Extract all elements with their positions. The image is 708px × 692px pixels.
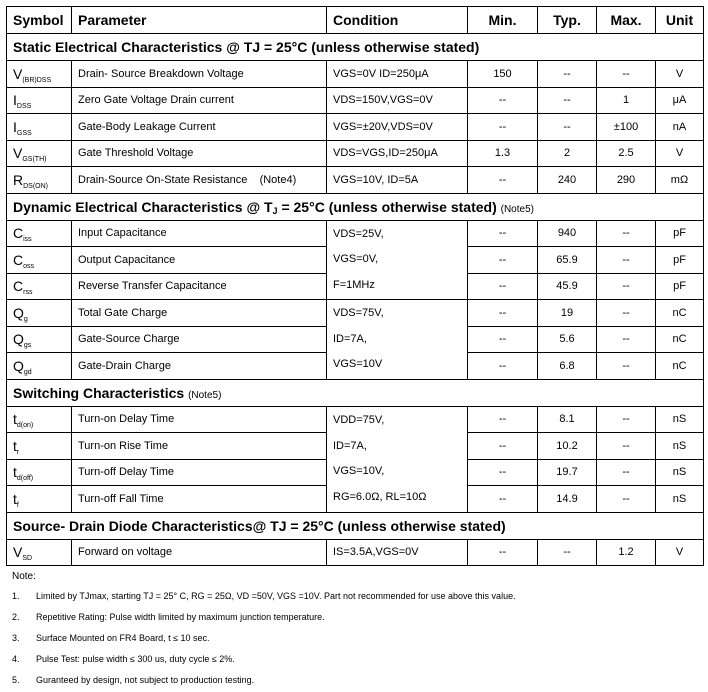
min-cell: -- <box>468 87 538 114</box>
typ-cell: 6.8 <box>538 353 597 380</box>
typ-cell: 10.2 <box>538 433 597 460</box>
max-cell: -- <box>597 326 656 353</box>
condition-cell: VDS=75V, ID=7A, VGS=10V <box>327 300 468 380</box>
table-row <box>7 220 704 247</box>
condition-cell: VGS=10V, ID=5A <box>327 167 468 194</box>
parameter-cell: Zero Gate Voltage Drain current <box>72 87 327 114</box>
section-title: Static Electrical Characteristics @ TJ = 25°C (unless otherwise stated) <box>7 34 704 61</box>
unit-cell: nS <box>656 406 704 433</box>
typ-cell: -- <box>538 539 597 566</box>
header-unit: Unit <box>656 7 704 34</box>
condition-cell: VDS=150V,VGS=0V <box>327 87 468 114</box>
symbol-cell: $C_{rss}$ <box>7 273 72 300</box>
symbol-cell: $V_{GS(TH)}$ <box>7 140 72 167</box>
electrical-characteristics-table <box>6 6 704 566</box>
table-row <box>7 61 704 88</box>
typ-cell: -- <box>538 114 597 141</box>
parameter-cell: Drain-Source On-State Resistance (Note4) <box>72 167 327 194</box>
section-note: (Note5) <box>188 389 222 401</box>
notes-section: Note: 1. Limited by TJmax, starting TJ = 25° C, RG = 25Ω, VD =50V, VGS =10V. Part not recommended for use above this value. 2. Repetitive Rating: Pulse width limited by maximum junction temperature. 3. Surface Mounted on FR4 Board, t ≤ 10 sec. 4. Pulse Test: pulse width ≤ 300 us, duty cycle ≤ 2%. 5. Guranteed by design, not subject to production testing. <box>12 571 702 582</box>
max-cell: 1 <box>597 87 656 114</box>
section-diode <box>7 512 704 539</box>
typ-cell: -- <box>538 61 597 88</box>
typ-cell: 19.7 <box>538 459 597 486</box>
parameter-cell: Gate-Drain Charge <box>72 353 327 380</box>
max-cell: -- <box>597 433 656 460</box>
symbol-cell: $I_{DSS}$ <box>7 87 72 114</box>
header-max: Max. <box>597 7 656 34</box>
unit-cell: μA <box>656 87 704 114</box>
max-cell: -- <box>597 273 656 300</box>
table-row <box>7 539 704 566</box>
typ-cell: 940 <box>538 220 597 247</box>
max-cell: -- <box>597 486 656 513</box>
header-parameter: Parameter <box>72 7 327 34</box>
unit-cell: nC <box>656 353 704 380</box>
table-row <box>7 300 704 327</box>
table-row <box>7 167 704 194</box>
parameter-cell: Drain- Source Breakdown Voltage <box>72 61 327 88</box>
parameter-cell: Turn-off Delay Time <box>72 459 327 486</box>
section-title: Switching Characteristics (Note5) <box>7 379 704 406</box>
table-row <box>7 406 704 433</box>
typ-cell: 2 <box>538 140 597 167</box>
symbol-cell: $t_{d(on)}$ <box>7 406 72 433</box>
unit-cell: nS <box>656 486 704 513</box>
min-cell: -- <box>468 539 538 566</box>
unit-cell: pF <box>656 273 704 300</box>
header-row <box>7 7 704 34</box>
symbol-cell: $Q_g$ <box>7 300 72 327</box>
min-cell: -- <box>468 300 538 327</box>
symbol-cell: $C_{oss}$ <box>7 247 72 274</box>
parameter-cell: Turn-off Fall Time <box>72 486 327 513</box>
header-symbol: Symbol <box>7 7 72 34</box>
table-row <box>7 114 704 141</box>
max-cell: -- <box>597 61 656 88</box>
max-cell: -- <box>597 353 656 380</box>
symbol-cell: $V_{(BR)DSS}$ <box>7 61 72 88</box>
parameter-cell: Gate-Source Charge <box>72 326 327 353</box>
section-title: Source- Drain Diode Characteristics@ TJ = 25°C (unless otherwise stated) <box>7 512 704 539</box>
max-cell: 290 <box>597 167 656 194</box>
symbol-cell: $R_{DS(ON)}$ <box>7 167 72 194</box>
table-row <box>7 140 704 167</box>
min-cell: -- <box>468 353 538 380</box>
unit-cell: pF <box>656 247 704 274</box>
min-cell: 150 <box>468 61 538 88</box>
symbol-cell: $t_r$ <box>7 433 72 460</box>
condition-cell: VGS=±20V,VDS=0V <box>327 114 468 141</box>
parameter-cell: Turn-on Rise Time <box>72 433 327 460</box>
max-cell: ±100 <box>597 114 656 141</box>
max-cell: -- <box>597 247 656 274</box>
condition-cell: VGS=0V ID=250μA <box>327 61 468 88</box>
max-cell: -- <box>597 300 656 327</box>
section-switching <box>7 379 704 406</box>
symbol-cell: $t_{d(off)}$ <box>7 459 72 486</box>
symbol-cell: $C_{iss}$ <box>7 220 72 247</box>
min-cell: 1.3 <box>468 140 538 167</box>
condition-cell: IS=3.5A,VGS=0V <box>327 539 468 566</box>
min-cell: -- <box>468 167 538 194</box>
table-row <box>7 87 704 114</box>
min-cell: -- <box>468 247 538 274</box>
unit-cell: V <box>656 539 704 566</box>
max-cell: -- <box>597 220 656 247</box>
parameter-cell: Gate Threshold Voltage <box>72 140 327 167</box>
notes-title: Note: <box>12 571 36 582</box>
section-title: Dynamic Electrical Characteristics @ TJ = 25°C (unless otherwise stated) (Note5) <box>7 193 704 220</box>
section-dynamic <box>7 193 704 220</box>
symbol-cell: $t_f$ <box>7 486 72 513</box>
parameter-cell: Forward on voltage <box>72 539 327 566</box>
section-static <box>7 34 704 61</box>
condition-cell: VDD=75V, ID=7A, VGS=10V, RG=6.0Ω, RL=10Ω <box>327 406 468 512</box>
typ-cell: 5.6 <box>538 326 597 353</box>
unit-cell: nS <box>656 459 704 486</box>
unit-cell: nS <box>656 433 704 460</box>
typ-cell: 45.9 <box>538 273 597 300</box>
unit-cell: V <box>656 140 704 167</box>
max-cell: -- <box>597 459 656 486</box>
typ-cell: 8.1 <box>538 406 597 433</box>
min-cell: -- <box>468 406 538 433</box>
min-cell: -- <box>468 273 538 300</box>
parameter-cell: Turn-on Delay Time <box>72 406 327 433</box>
min-cell: -- <box>468 220 538 247</box>
symbol-cell: $V_{SD}$ <box>7 539 72 566</box>
symbol-cell: $Q_{gd}$ <box>7 353 72 380</box>
parameter-cell: Output Capacitance <box>72 247 327 274</box>
min-cell: -- <box>468 326 538 353</box>
typ-cell: -- <box>538 87 597 114</box>
parameter-cell: Gate-Body Leakage Current <box>72 114 327 141</box>
max-cell: -- <box>597 406 656 433</box>
max-cell: 1.2 <box>597 539 656 566</box>
header-min: Min. <box>468 7 538 34</box>
symbol-cell: $Q_{gs}$ <box>7 326 72 353</box>
unit-cell: nA <box>656 114 704 141</box>
parameter-cell: Input Capacitance <box>72 220 327 247</box>
typ-cell: 240 <box>538 167 597 194</box>
min-cell: -- <box>468 486 538 513</box>
header-condition: Condition <box>327 7 468 34</box>
typ-cell: 65.9 <box>538 247 597 274</box>
min-cell: -- <box>468 459 538 486</box>
header-typ: Typ. <box>538 7 597 34</box>
min-cell: -- <box>468 114 538 141</box>
condition-cell: VDS=25V, VGS=0V, F=1MHz <box>327 220 468 300</box>
unit-cell: pF <box>656 220 704 247</box>
typ-cell: 14.9 <box>538 486 597 513</box>
section-note: (Note5) <box>500 203 534 215</box>
max-cell: 2.5 <box>597 140 656 167</box>
unit-cell: nC <box>656 326 704 353</box>
unit-cell: mΩ <box>656 167 704 194</box>
unit-cell: V <box>656 61 704 88</box>
typ-cell: 19 <box>538 300 597 327</box>
parameter-cell: Reverse Transfer Capacitance <box>72 273 327 300</box>
unit-cell: nC <box>656 300 704 327</box>
symbol-cell: $I_{GSS}$ <box>7 114 72 141</box>
parameter-cell: Total Gate Charge <box>72 300 327 327</box>
condition-cell: VDS=VGS,ID=250μA <box>327 140 468 167</box>
min-cell: -- <box>468 433 538 460</box>
